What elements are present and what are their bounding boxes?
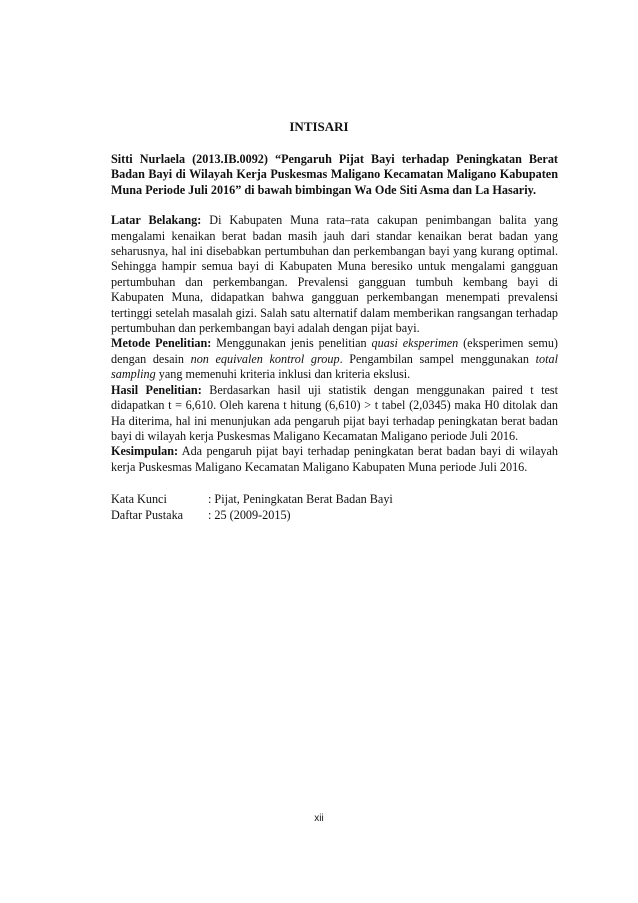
italic-term: total sampling — [111, 351, 558, 382]
citation-header: Sitti Nurlaela (2013.IB.0092) “Pengaruh Pijat Bayi terhadap Peningkatan Berat Badan Bayi di Wilayah Kerja Puskesmas Maligano Kecamatan Maligano Kabupaten Muna Periode Juli 2016” di bawah bimbingan Wa Ode Siti Asma dan La Hasariy. — [111, 152, 558, 197]
section-text: Di Kabupaten Muna rata–rata cakupan penimbangan balita yang mengalami kenaikan berat badan masih jauh dari standar kenaikan berat badan yang seharusnya, hal ini disebabkan pertumbuhan dan perkembangan bayi yang kurang optimal. Sehingga hampir semua bayi di Kabupaten Muna beresiko untuk mengalami gangguan pertumbuhan dan perkembangan. Prevalensi gangguan tumbuh kembang bayi di Kabupaten Muna, didapatkan bahwa gangguan perkembangan menempati prevalensi tertinggi setelah masalah gizi. Salah satu alternatif dalam memberikan rangsangan terhadap pertumbuhan dan perkembangan bayi adalah dengan pijat bayi. — [111, 213, 558, 336]
section-text: Menggunakan jenis penelitian — [211, 336, 372, 351]
section-hasil-penelitian — [111, 383, 558, 445]
keyword-row — [111, 508, 558, 523]
keyword-value: : Pijat, Peningkatan Berat Badan Bayi — [208, 492, 393, 507]
page-number: xii — [314, 813, 324, 824]
section-label: Latar Belakang: — [111, 213, 202, 228]
section-latar-belakang — [111, 213, 558, 336]
section-label: Metode Penelitian: — [111, 336, 212, 351]
section-label: Kesimpulan: — [111, 444, 179, 459]
section-kesimpulan — [111, 444, 558, 475]
keyword-value: : 25 (2009-2015) — [208, 507, 291, 522]
section-text: yang memenuhi kriteria inklusi dan kriteria ekslusi. — [155, 367, 411, 382]
keyword-row — [111, 492, 558, 507]
page-title: INTISARI — [289, 119, 349, 134]
keywords-block — [111, 492, 558, 523]
section-text: Ada pengaruh pijat bayi terhadap peningkatan berat badan bayi di wilayah kerja Puskesmas Maligano Kecamatan Maligano Kabupaten Muna periode Juli 2016. — [111, 444, 558, 474]
section-text: (eksperimen semu) dengan desain — [111, 336, 558, 366]
section-label: Hasil Penelitian: — [111, 382, 202, 397]
italic-term: non equivalen kontrol group — [190, 351, 340, 366]
italic-term: quasi eksperimen — [371, 336, 459, 351]
section-metode-penelitian — [111, 336, 558, 382]
abstract-body — [111, 152, 558, 523]
keyword-label: Daftar Pustaka — [111, 507, 184, 522]
section-text: . Pengambilan sampel menggunakan — [339, 351, 536, 366]
keyword-label: Kata Kunci — [111, 492, 167, 507]
section-text: Berdasarkan hasil uji statistik dengan menggunakan paired t test didapatkan t = 6,610. Oleh karena t hitung (6,610) > t tabel (2,0345) maka H0 ditolak dan Ha diterima, hal ini menunjukan ada pengaruh pijat bayi terhadap peningkatan berat badan bayi di wilayah kerja Puskesmas Maligano Kecamatan Maligano periode Juli 2016. — [111, 382, 558, 443]
